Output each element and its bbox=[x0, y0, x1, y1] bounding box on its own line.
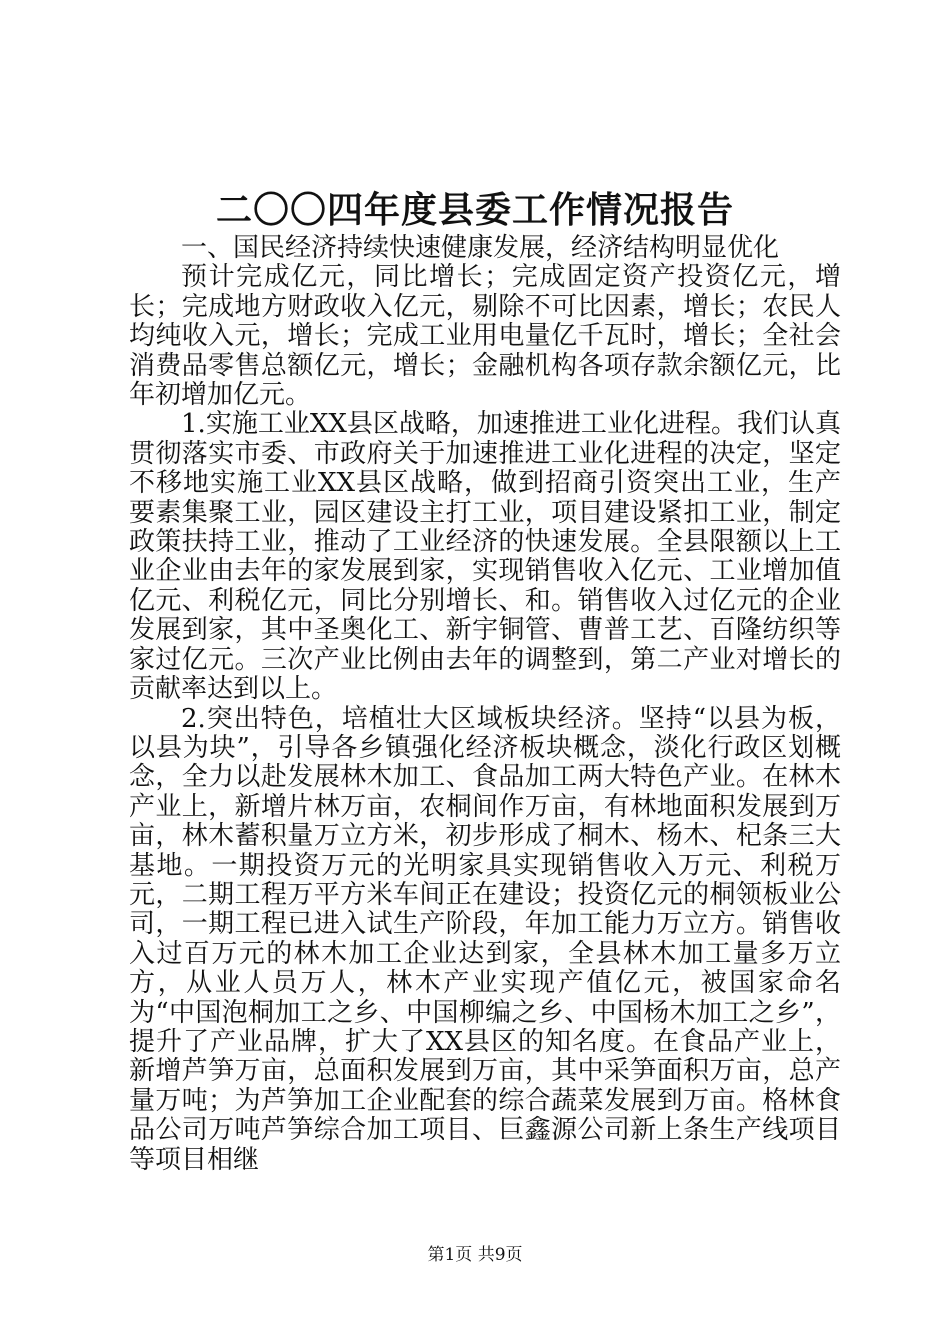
page-number-footer: 第1页 共9页 bbox=[427, 1245, 523, 1265]
paragraph: 2.突出特色，培植壮大区域板块经济。坚持“以县为板，以县为块”，引导各乡镇强化经济板块概念，淡化行政区划概念，全力以赴发展林木加工、食品加工两大特色产业。在林木产业上，新增片林万亩，农桐间作万亩，有林地面积发展到万亩，林木蓄积量万立方米，初步形成了桐木、杨木、杞条三大基地。一期投资万元的光明家具实现销售收入万元、利税万元，二期工程万平方米车间正在建设；投资亿元的桐领板业公司，一期工程已进入试生产阶段，年加工能力万立方。销售收入过百万元的林木加工企业达到家，全县林木加工量多万立方，从业人员万人，林木产业实现产值亿元，被国家命名为“中国泡桐加工之乡、中国柳编之乡、中国杨木加工之乡”，提升了产业品牌，扩大了XX县区的知名度。在食品产业上，新增芦笋万亩，总面积发展到万亩，其中采笋面积万亩，总产量万吨；为芦笋加工企业配套的综合蔬菜发展到万亩。格林食品公司万吨芦笋综合加工项目、巨鑫源公司新上条生产线项目等项目相继 bbox=[129, 703, 841, 1175]
section-heading: 一、国民经济持续快速健康发展，经济结构明显优化 bbox=[181, 233, 780, 263]
paragraph: 预计完成亿元，同比增长；完成固定资产投资亿元，增长；完成地方财政收入亿元，剔除不可比因素，增长；农民人均纯收入元，增长；完成工业用电量亿千瓦时，增长；全社会消费品零售总额亿元，增长；金融机构各项存款余额亿元，比年初增加亿元。 bbox=[129, 262, 841, 411]
document-title: 二〇〇四年度县委工作情况报告 bbox=[215, 189, 734, 231]
document-body bbox=[129, 234, 841, 1175]
paragraph: 1.实施工业XX县区战略，加速推进工业化进程。我们认真贯彻落实市委、市政府关于加速推进工业化进程的决定，坚定不移地实施工业XX县区战略，做到招商引资突出工业，生产要素集聚工业，园区建设主打工业，项目建设紧扣工业，制定政策扶持工业，推动了工业经济的快速发展。全县限额以上工业企业由去年的家发展到家，实现销售收入亿元、工业增加值亿元、利税亿元，同比分别增长、和。销售收入过亿元的企业发展到家，其中圣奥化工、新宇铜管、曹普工艺、百隆纺织等家过亿元。三次产业比例由去年的调整到，第二产业对增长的贡献率达到以上。 bbox=[129, 409, 841, 705]
